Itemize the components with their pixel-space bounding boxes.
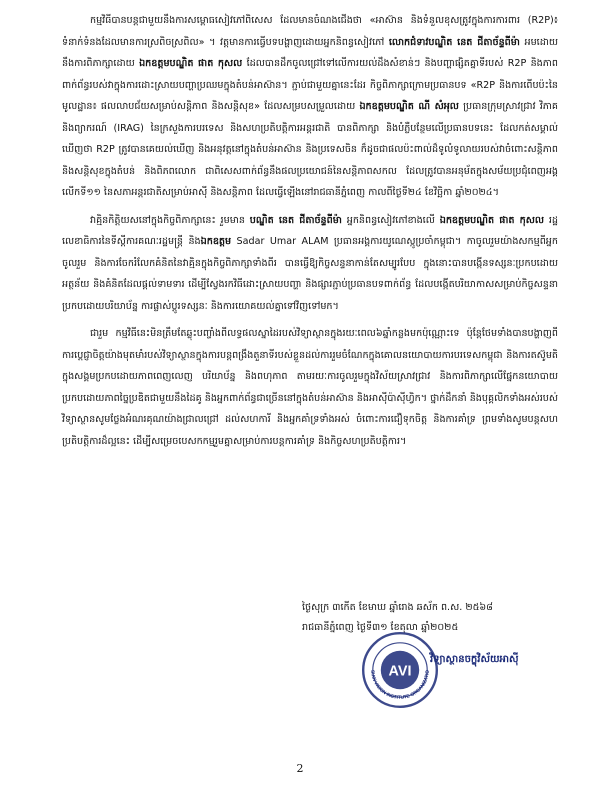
paragraph-3 bbox=[62, 323, 558, 452]
bold-name-text: ឯកឧត្តមបណ្ឌិត ផាត កុសល bbox=[139, 58, 243, 69]
body-text: ដែលបានដឹកចូលជ្រៅទៅលើការយល់ដឹងសំខាន់ៗ និងបញ្ហាផ្សិតគ្នាទីរបស់ R2P និងភាពពាក់ព័ន្ធរបស់វាក្នុងការដោះស្រាយបញ្ហាប្រឈមក្នុងតំបន់អាស៊ាន។ ភ្ជាប់ជាមួយគ្នានេះដែរ កិច្ចពិភាក្សាក្រោមប្រធានបទ «R2P និងការពើបប៉ះនៃមូលដ្ឋាន៖ ផលលាបជ័យសម្រាប់សន្តិភាព និងសន្តិសុខ» ដែលសម្របសម្រួលដោយ bbox=[62, 58, 558, 112]
bold-name-text: ឯកឧត្តមបណ្ឌិត ណី សំអុល bbox=[359, 101, 459, 112]
paragraph-1 bbox=[62, 10, 558, 204]
body-text: Sadar Umar ALAM ប្រធានអង្គការយូណេស្កូប្រចាំកម្ពុជា។ កាចូលរួមយ៉ាងសកម្មពីអ្នកចូលរួម និងការចែករំលែកគំនិតនៃវាគ្មិនក្នុងកិច្ចពិភាក្សាទាំងពីរ បានធ្វើឱ្យកិច្ចសន្ទនាកាន់តែសម្បូរបែប ក្នុងនោះបានបង្កើនទស្សនៈប្រកបដោយអត្ថន័យ និងគំនិតដែលផ្តល់ទាមទារ ដើម្បីស្វែងរកវិធីដោះស្រាយបញ្ហា និងផ្សារភ្ជាប់ប្រធានបទពាក់ព័ន្ធ ដែលបង្កើតបរិយាកាសសម្រាប់កិច្ចសន្ទនាប្រកបដោយបរិយាប័ន្ន ការផ្លាស់ប្តូរទស្សនៈ និងការយោគយល់គ្នាទៅវិញទៅមក។ bbox=[62, 236, 558, 312]
body-text: អ្នកនិពន្ធសៀវភៅខាងលើ bbox=[341, 214, 440, 226]
page-number: 2 bbox=[296, 762, 304, 775]
body-text: កម្មវិធីបានបន្តជាមួយនឹងការសម្ពោធសៀវភៅពិសេស ដែលមានចំណងជើងថា «អាស៊ាន និងទំនួលខុសត្រូវក្នុងការការពារ (R2P)៖ ទំនាក់ទំនងដែលមានការស្រពិចស្រពិល» ។ វត្តមានការធ្វើបទបង្ហាញដោយអ្នកនិពន្ធសៀវភៅ bbox=[62, 15, 558, 48]
seal-ring-text: SIAN VISION INSTITUTE ORGANIZATIO bbox=[369, 669, 431, 701]
body-text: អមដោយនឹងការពិភាក្សាដោយ bbox=[62, 36, 558, 69]
bold-name-text: បណ្ឌិត នេត ជីតាច័ន្ទពីម៉ា bbox=[249, 214, 342, 226]
date-lunar: ថ្ងៃសុក្រ ៣កើត ខែមាឃ ឆ្នាំរោង ឆស័ក ព.ស. ២៥៦៨ bbox=[302, 602, 493, 613]
body-text: ប្រធានក្រុមស្រាវជ្រាវ វិភាគ និងព្យាករណ៍ (IRAG) នៃក្រសួងការបរទេស និងសហប្រតិបត្តិការអន្តរជាតិ បានពិភាក្សា និងបំភ្លឺបន្ថែមលើប្រធានបទនេះ ដែលកត់សម្គាល់ឃើញថា R2P ត្រូវបានគេយល់ឃើញ និងអនុវត្តនៅក្នុងតំបន់អាស៊ាន និងប្រទេសចិន ក៏ដូចជាផលប៉ះពាល់ដ៏ទូលំទូលាយរបស់វាចំពោះសន្តិភាព និងសន្តិសុខក្នុងតំបន់ និងពិភពលោក ជាពិសេសពាក់ព័ន្ធនឹងផលប្រយោជន៍នៃសន្តិភាពសកល ដែលត្រូវបានអនុម័តក្នុងសម័យប្រជុំពេញអង្គលើកទី១១ នៃសភាអន្តរជាតិសម្រាប់អាស៊ី និងសន្តិភាព ដែលធ្វើឡើងនៅរាជធានីភ្នំពេញ កាលពីថ្ងៃទី២៤ ខែវិច្ឆិកា ឆ្នាំ២០២៤។ bbox=[62, 101, 559, 198]
paragraph-2 bbox=[62, 210, 558, 318]
bold-name-text: ឯកឧត្តម bbox=[200, 236, 232, 247]
date-solar: រាជធានីភ្នំពេញ ថ្ងៃទី៣១ ខែតុលា ឆ្នាំ២០២៥ bbox=[302, 622, 459, 633]
organization-name: វិទ្យាស្ថានចក្ខុវិស័យអាស៊ី bbox=[430, 654, 519, 665]
seal-logo: AVI bbox=[388, 663, 412, 680]
bold-name-text: ឯកឧត្តមបណ្ឌិត ផាត កុសល bbox=[439, 214, 544, 226]
bold-name-text: លោកជំទាវបណ្ឌិត នេត ជីតាច័ន្ទពីម៉ា bbox=[388, 36, 520, 48]
body-text: ជារួម កម្មវិធីនេះមិនត្រឹមតែឆ្លុះបញ្ចាំងពីលទ្ធផលស្នាដៃរបស់វិទ្យាស្ថានក្នុងរយៈពេល៦ឆ្នាំកន្លងមកប៉ុណ្ណោះទេ ប៉ុន្តែថែមទាំងបានបង្ហាញពីការប្តេជ្ញាចិត្តយ៉ាងមុតមាំរបស់វិទ្យាស្ថានក្នុងការបន្តពង្រឹងតួនាទីរបស់ខ្លួនដល់ការរួមចំណែកក្នុងគោលនយោបាយការបរទេសកម្ពុជា និងការតស៊ូមតិក្នុងសង្គមប្រកបដោយភាពពេញលេញ បរិយាប័ន្ន និងពហុភាព តាមរយៈការចូលរួមក្នុងវិស័យស្រាវជ្រាវ និងការពិភាក្សាលើផ្នែកនយោបាយ ប្រកបដោយភាពច្នៃប្រឌិតជាមួយនឹងដៃគូ និងអ្នកពាក់ព័ន្ធជាច្រើននៅក្នុងតំបន់អាស៊ាន និងអាស៊ីប៉ាស៊ីហ្វិក។ ថ្នាក់ដឹកនាំ និងបុគ្គលិកទាំងអស់របស់វិទ្យាស្ថានសូមថ្លែងអំណរគុណយ៉ាងជ្រាលជ្រៅ ដល់សហការី និងអ្នកគាំទ្រទាំងអស់ ចំពោះការជឿទុកចិត្ត និងការគាំទ្រ ព្រមទាំងសូមបន្តសហប្រតិបត្តិការដ៏ល្អនេះ ដើម្បីសម្រេចបេសកកម្មរួមគ្នាសម្រាប់ការបន្តការគាំទ្រ និងកិច្ចសហប្រតិបត្តិការ។ bbox=[62, 328, 559, 447]
seal-stamp-icon bbox=[360, 630, 440, 710]
document-body bbox=[62, 10, 558, 458]
body-text: រដ្ឋលេខាធិការនៃទីស្តីការគណៈរដ្ឋមន្ត្រី និង bbox=[62, 214, 558, 247]
body-text: វាគ្មិនកិត្តិយសនៅក្នុងកិច្ចពិភាក្សានេះ រួមមាន bbox=[90, 214, 250, 226]
